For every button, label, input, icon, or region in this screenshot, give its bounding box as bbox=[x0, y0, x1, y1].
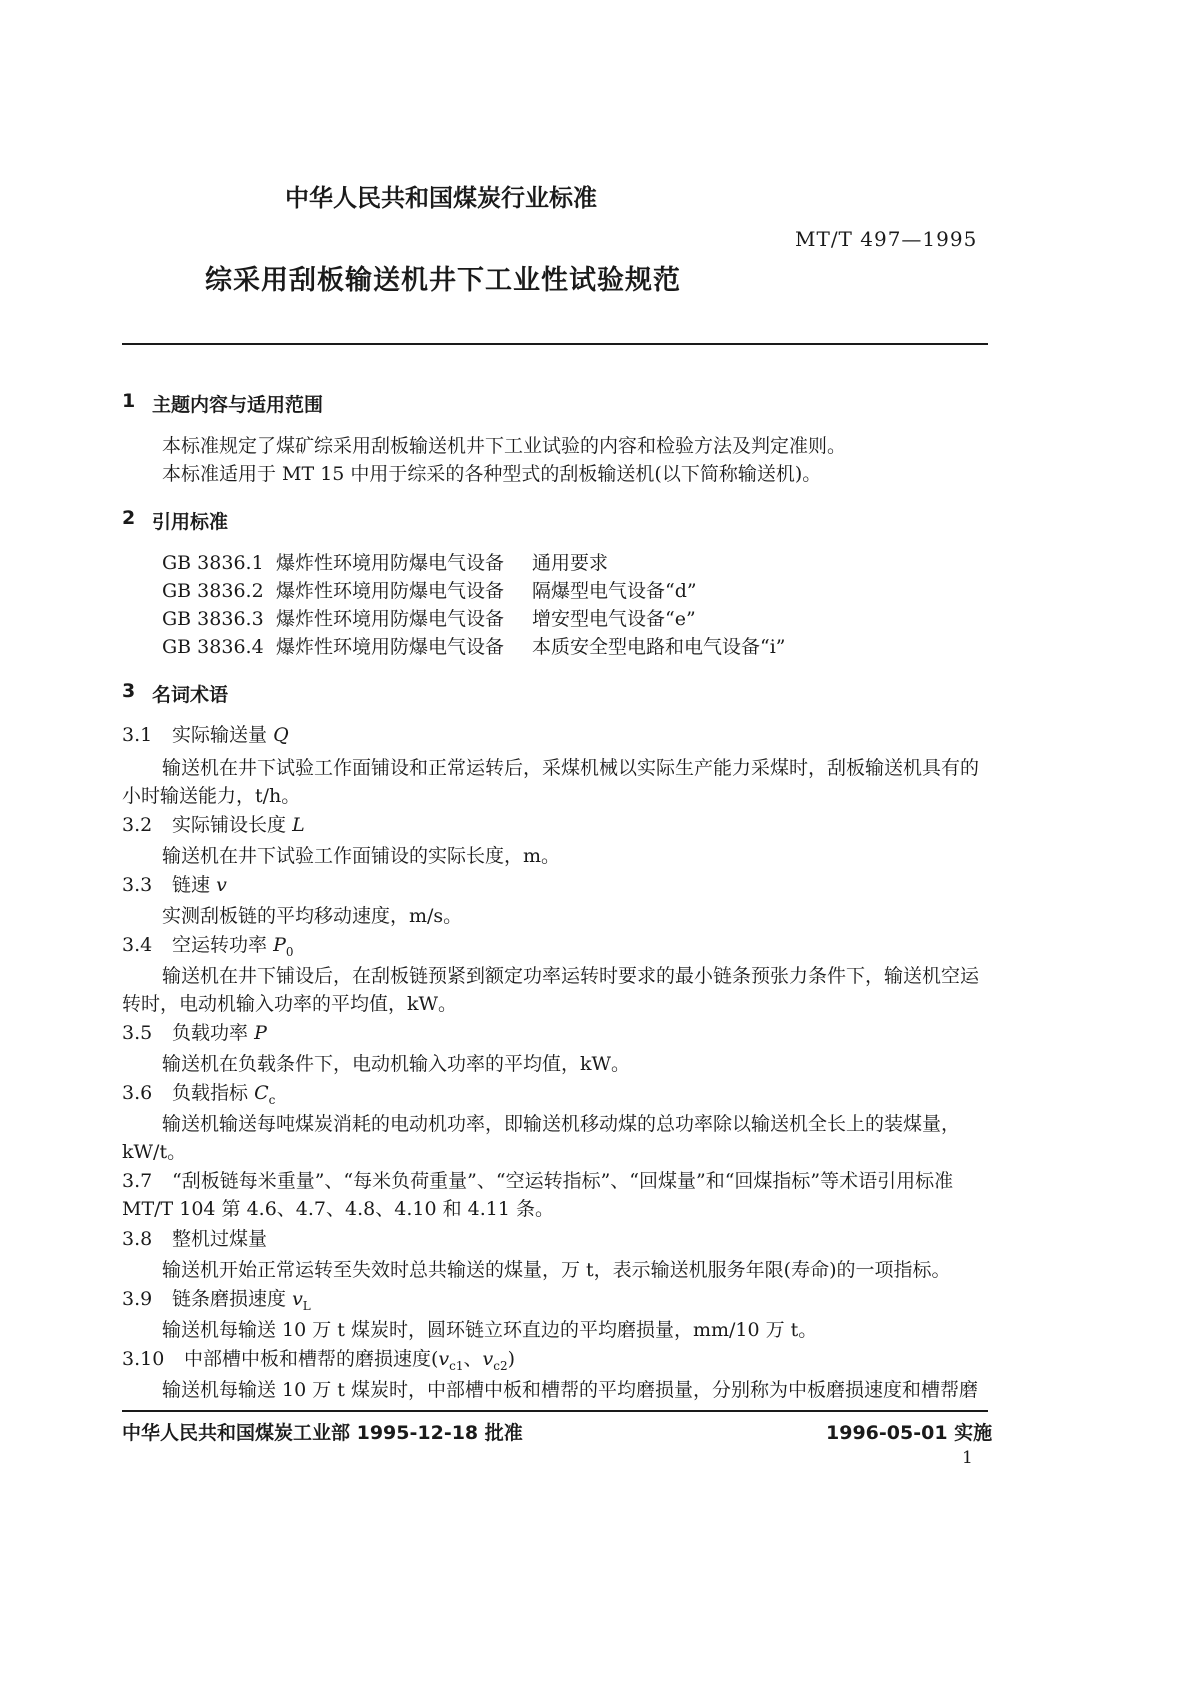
term-definition-continued: 小时输送能力，t/h。 bbox=[122, 785, 301, 807]
header-rule bbox=[122, 343, 988, 345]
reference-row bbox=[162, 606, 696, 632]
reference-row bbox=[162, 578, 697, 604]
term-subscript: c bbox=[268, 1092, 276, 1107]
term-name: 负载功率 bbox=[172, 1022, 249, 1044]
term-number: 3.3 bbox=[122, 874, 153, 896]
term-symbol: L bbox=[292, 814, 305, 836]
term-heading bbox=[172, 1080, 275, 1113]
term-subscript: c1 bbox=[449, 1358, 464, 1373]
reference-code: GB 3836.4 bbox=[162, 636, 264, 658]
section-1-paragraph-1: 本标准规定了煤矿综采用刮板输送机井下工业试验的内容和检验方法及判定准则。 bbox=[162, 435, 847, 457]
term-definition: 实测刮板链的平均移动速度，m/s。 bbox=[162, 905, 463, 927]
term-definition: 输送机每输送 10 万 t 煤炭时，圆环链立环直边的平均磨损量，mm/10 万 t。 bbox=[162, 1319, 818, 1341]
reference-name: 爆炸性环境用防爆电气设备 bbox=[276, 552, 505, 574]
page-number: 1 bbox=[962, 1448, 973, 1468]
term-name: 链速 bbox=[172, 874, 211, 896]
term-definition: 输送机输送每吨煤炭消耗的电动机功率，即输送机移动煤的总功率除以输送机全长上的装煤量， bbox=[162, 1113, 961, 1135]
term-number: 3.10 bbox=[122, 1348, 165, 1370]
term-definition: 输送机在井下铺设后，在刮板链预紧到额定功率运转时要求的最小链条预张力条件下，输送机空运 bbox=[162, 965, 980, 987]
reference-part: 增安型电气设备“e” bbox=[532, 608, 696, 630]
reference-code: GB 3836.1 bbox=[162, 552, 264, 574]
org-title: 中华人民共和国煤炭行业标准 bbox=[285, 184, 597, 212]
term-number: 3.2 bbox=[122, 814, 153, 836]
term-name: 负载指标 bbox=[172, 1082, 249, 1104]
term-paragraph: “刮板链每米重量”、“每米负荷重量”、“空运转指标”、“回煤量”和“回煤指标”等术语引用标准 bbox=[172, 1170, 954, 1192]
term-definition-continued: kW/t。 bbox=[122, 1141, 187, 1163]
term-symbol: v bbox=[216, 874, 227, 896]
term-number: 3.9 bbox=[122, 1288, 153, 1310]
term-name: 中部槽中板和槽帮的磨损速度( bbox=[184, 1348, 439, 1370]
approval-line: 中华人民共和国煤炭工业部 1995-12-18 批准 bbox=[122, 1422, 523, 1444]
term-close-paren: ) bbox=[507, 1348, 516, 1370]
term-definition: 输送机开始正常运转至失效时总共输送的煤量，万 t，表示输送机服务年限(寿命)的一项指标。 bbox=[162, 1259, 951, 1281]
term-heading bbox=[172, 1020, 267, 1046]
term-separator: 、 bbox=[463, 1348, 483, 1370]
reference-name: 爆炸性环境用防爆电气设备 bbox=[276, 636, 505, 658]
section-1-paragraph-2: 本标准适用于 MT 15 中用于综采的各种型式的刮板输送机(以下简称输送机)。 bbox=[162, 463, 822, 485]
document-title: 综采用刮板输送机井下工业性试验规范 bbox=[205, 265, 681, 296]
reference-row bbox=[162, 550, 608, 576]
term-symbol: v bbox=[292, 1288, 303, 1310]
section-2-number: 2 bbox=[122, 507, 136, 529]
term-number: 3.7 bbox=[122, 1170, 153, 1192]
reference-part: 本质安全型电路和电气设备“i” bbox=[532, 636, 786, 658]
section-2-title: 引用标准 bbox=[152, 511, 229, 533]
term-symbol: Q bbox=[273, 724, 289, 746]
reference-row bbox=[162, 634, 786, 660]
term-heading bbox=[172, 932, 294, 965]
term-heading bbox=[172, 872, 227, 898]
reference-name: 爆炸性环境用防爆电气设备 bbox=[276, 580, 505, 602]
term-name: 实际铺设长度 bbox=[172, 814, 287, 836]
term-number: 3.8 bbox=[122, 1228, 153, 1250]
term-name: 空运转功率 bbox=[172, 934, 268, 956]
term-definition: 输送机在井下试验工作面铺设的实际长度，m。 bbox=[162, 845, 561, 867]
reference-name: 爆炸性环境用防爆电气设备 bbox=[276, 608, 505, 630]
term-name: 链条磨损速度 bbox=[172, 1288, 287, 1310]
term-subscript: L bbox=[302, 1298, 311, 1313]
term-definition-continued: 转时，电动机输入功率的平均值，kW。 bbox=[122, 993, 458, 1015]
standard-code: MT/T 497—1995 bbox=[795, 227, 978, 251]
term-name: 实际输送量 bbox=[172, 724, 268, 746]
term-symbol: v bbox=[482, 1348, 494, 1370]
term-heading bbox=[172, 812, 305, 838]
footer-rule bbox=[122, 1410, 988, 1412]
term-definition: 输送机每输送 10 万 t 煤炭时，中部槽中板和槽帮的平均磨损量，分别称为中板磨损速度和槽帮磨 bbox=[162, 1379, 978, 1401]
reference-part: 隔爆型电气设备“d” bbox=[532, 580, 697, 602]
term-number: 3.4 bbox=[122, 934, 153, 956]
term-name: 整机过煤量 bbox=[172, 1228, 268, 1250]
term-symbol: v bbox=[438, 1348, 450, 1370]
term-subscript: 0 bbox=[285, 944, 294, 959]
term-definition: 输送机在井下试验工作面铺设和正常运转后，采煤机械以实际生产能力采煤时，刮板输送机具有的 bbox=[162, 757, 980, 779]
term-heading bbox=[184, 1346, 515, 1379]
reference-code: GB 3836.2 bbox=[162, 580, 264, 602]
term-number: 3.1 bbox=[122, 724, 153, 746]
term-number: 3.5 bbox=[122, 1022, 153, 1044]
section-1-number: 1 bbox=[122, 390, 136, 412]
section-3-number: 3 bbox=[122, 680, 136, 702]
term-definition: 输送机在负载条件下，电动机输入功率的平均值，kW。 bbox=[162, 1053, 631, 1075]
term-heading bbox=[172, 1286, 311, 1319]
term-symbol: P bbox=[273, 934, 286, 956]
term-heading bbox=[172, 722, 289, 748]
term-paragraph-continued: MT/T 104 第 4.6、4.7、4.8、4.10 和 4.11 条。 bbox=[122, 1198, 554, 1220]
reference-part: 通用要求 bbox=[532, 552, 609, 574]
section-1-title: 主题内容与适用范围 bbox=[152, 394, 324, 416]
term-subscript: c2 bbox=[493, 1358, 508, 1373]
term-symbol: C bbox=[254, 1082, 269, 1104]
reference-code: GB 3836.3 bbox=[162, 608, 264, 630]
effective-date: 1996-05-01 实施 bbox=[826, 1422, 993, 1444]
term-number: 3.6 bbox=[122, 1082, 153, 1104]
section-3-title: 名词术语 bbox=[152, 684, 229, 706]
term-symbol: P bbox=[254, 1022, 267, 1044]
